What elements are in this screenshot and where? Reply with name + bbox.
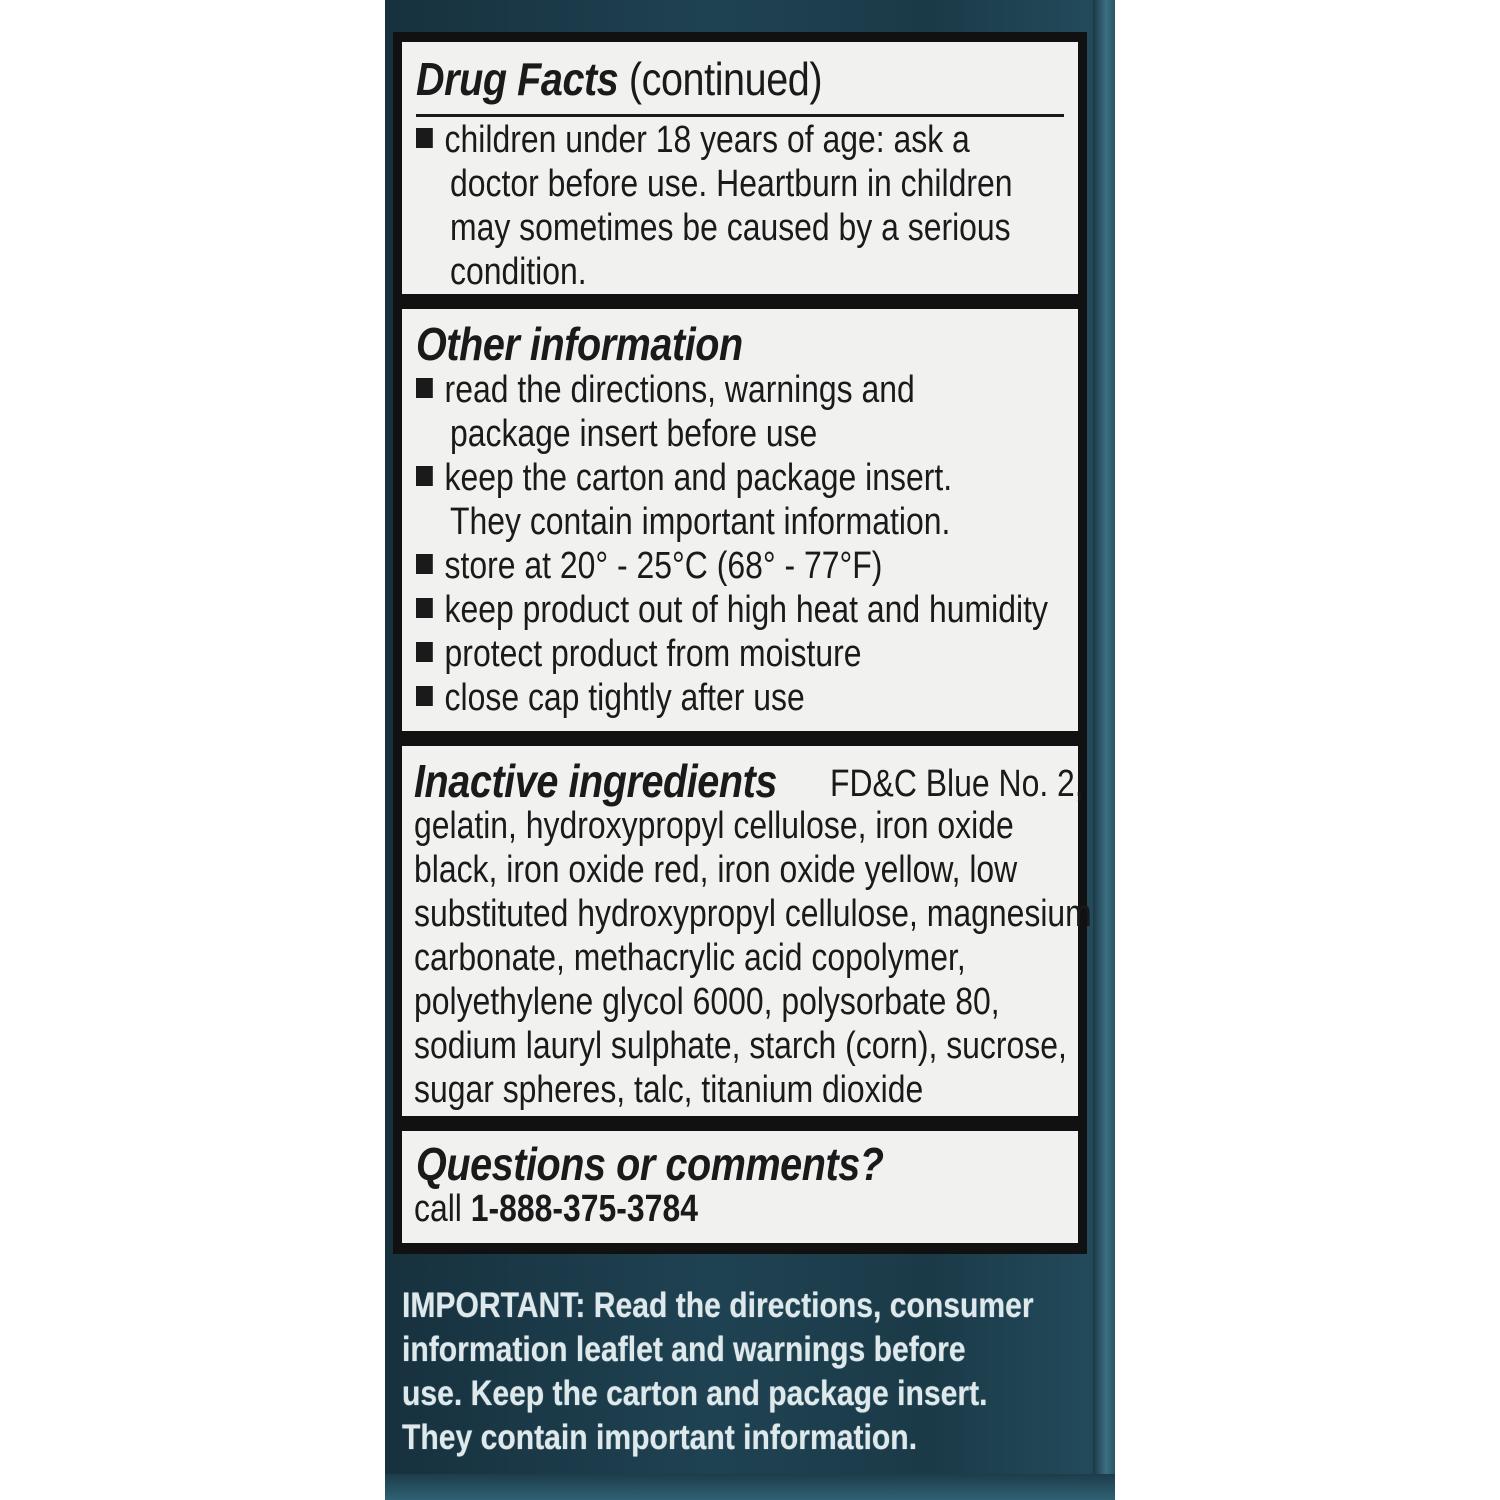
bullet-square-icon — [416, 642, 433, 662]
list-item: keep product out of high heat and humidity — [416, 588, 1048, 632]
list-item-continuation: doctor before use. Heartburn in children — [450, 163, 1013, 205]
carton-bottom-edge — [385, 1474, 1115, 1500]
bullet-square-icon — [416, 378, 433, 398]
important-notice-line: use. Keep the carton and package insert. — [402, 1374, 988, 1413]
list-item: read the directions, warnings and — [416, 368, 915, 412]
important-notice-line: They contain important information. — [402, 1418, 918, 1457]
carton-side-edge — [1093, 0, 1115, 1500]
list-item: keep the carton and package insert. — [416, 456, 952, 500]
call-label: call — [414, 1188, 462, 1230]
list-item: store at 20° - 25°C (68° - 77°F) — [416, 544, 882, 588]
list-item-continuation: package insert before use — [450, 413, 818, 455]
bullet-square-icon — [416, 128, 433, 148]
list-item-continuation: They contain important information. — [450, 501, 951, 543]
heading-rule — [416, 114, 1064, 117]
ingredients-line: polyethylene glycol 6000, polysorbate 80, — [414, 981, 1000, 1023]
phone-line — [414, 1187, 698, 1231]
list-item: children under 18 years of age: ask a — [416, 118, 970, 162]
drug-facts-heading — [416, 53, 823, 105]
drug-facts-title: Drug Facts — [416, 53, 619, 105]
phone-number: 1-888-375-3784 — [470, 1188, 698, 1230]
continued-label: (continued) — [628, 53, 823, 105]
inactive-ingredients-section — [402, 746, 1092, 1116]
ingredients-line: sodium lauryl sulphate, starch (corn), sucrose, — [414, 1025, 1067, 1067]
ingredients-line: carbonate, methacrylic acid copolymer, — [414, 937, 966, 979]
other-information-section — [402, 309, 1078, 731]
inactive-ingredients-heading: Inactive ingredients — [414, 755, 777, 807]
ingredients-line: gelatin, hydroxypropyl cellulose, iron oxide — [414, 805, 1014, 847]
questions-section — [402, 1131, 1078, 1243]
ingredients-line: black, iron oxide red, iron oxide yellow, low — [414, 849, 1018, 891]
ingredients-line: sugar spheres, talc, titanium dioxide — [414, 1069, 924, 1111]
questions-heading: Questions or comments? — [416, 1138, 884, 1190]
inactive-ingredients-first-line — [414, 755, 836, 807]
important-notice-line: IMPORTANT: Read the directions, consumer — [402, 1286, 1034, 1325]
bullet-square-icon — [416, 554, 433, 574]
list-item-continuation: may sometimes be caused by a serious — [450, 207, 1011, 249]
list-item: close cap tightly after use — [416, 676, 805, 720]
list-item: protect product from moisture — [416, 632, 861, 676]
list-item-continuation: condition. — [450, 251, 587, 293]
important-notice-line: information leaflet and warnings before — [402, 1330, 966, 1369]
other-information-heading: Other information — [416, 318, 743, 370]
bullet-square-icon — [416, 598, 433, 618]
ingredients-line: FD&C Blue No. 2, — [830, 763, 1084, 805]
drug-facts-continued-section — [402, 42, 1078, 294]
bullet-square-icon — [416, 466, 433, 486]
bullet-square-icon — [416, 686, 433, 706]
ingredients-line: substituted hydroxypropyl cellulose, magnesium — [414, 893, 1092, 935]
